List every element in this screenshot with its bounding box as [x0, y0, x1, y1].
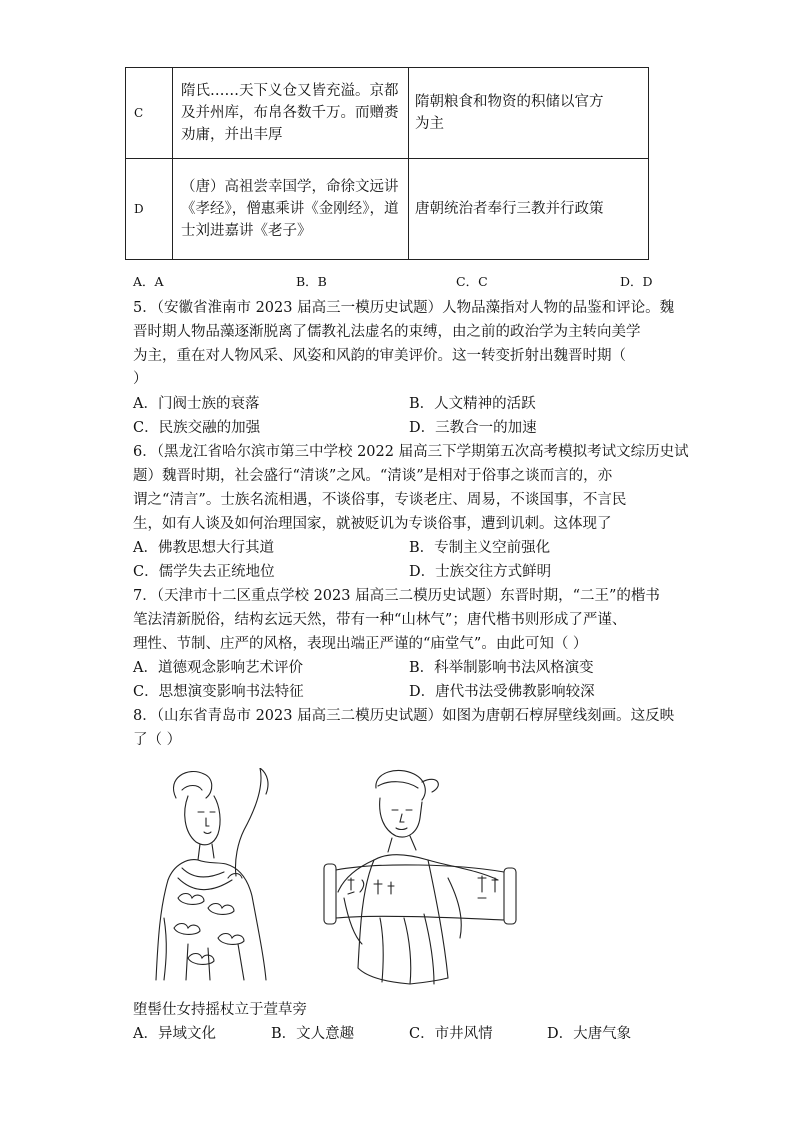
q6-options-row	[133, 536, 653, 558]
option-b[interactable]: B．专制主义空前强化	[409, 540, 551, 556]
material-cell: （唐）高祖尝幸国学，命徐文远讲 《孝经》，僧惠乘讲《金刚经》，道 士刘进嘉讲《老子》	[173, 159, 409, 260]
q5-options-row	[133, 416, 653, 438]
option-a[interactable]: A．门阀士族的衰落	[133, 396, 260, 412]
choice-b[interactable]: B．B	[296, 274, 327, 289]
option-b[interactable]: B．人文精神的活跃	[409, 396, 536, 412]
q5-options-row	[133, 392, 653, 414]
q6-line: 6．（黑龙江省哈尔滨市第三中学校 2022 届高三下学期第五次高考模拟考试文综历史试	[133, 444, 689, 460]
choice-d[interactable]: D．D	[620, 274, 653, 289]
q7-options-row	[133, 680, 653, 702]
q7-line: 7．（天津市十二区重点学校 2023 届高三二模历史试题）东晋时期，“二王”的楷书	[133, 588, 660, 604]
q5-line: 为主，重在对人物风采、风姿和风韵的审美评价。这一转变折射出魏晋时期（	[133, 348, 626, 364]
option-c[interactable]: C．儒学失去正统地位	[133, 564, 275, 580]
q6-line: 题）魏晋时期，社会盛行“清谈”之风。“清谈”是相对于俗事之谈而言的，亦	[133, 468, 613, 484]
option-b[interactable]: B．文人意趣	[271, 1026, 355, 1042]
table-row	[126, 68, 649, 159]
option-c[interactable]: C．民族交融的加强	[133, 420, 261, 436]
option-a[interactable]: A．佛教思想大行其道	[133, 540, 274, 556]
option-d[interactable]: D．唐代书法受佛教影响较深	[409, 684, 595, 700]
court-lady-figure	[156, 768, 268, 980]
q8-options-row	[133, 1022, 653, 1044]
row-label: D	[126, 159, 173, 260]
option-a[interactable]: A．道德观念影响艺术评价	[133, 660, 303, 676]
row-label: C	[126, 68, 173, 159]
q5-line: ）	[133, 371, 148, 387]
option-d[interactable]: D．三教合一的加速	[409, 420, 537, 436]
option-d[interactable]: D．士族交往方式鲜明	[409, 564, 552, 580]
tang-stone-engraving-image	[148, 768, 548, 990]
q7-options-row	[133, 656, 653, 678]
choice-a[interactable]: A．A	[133, 274, 164, 289]
option-a[interactable]: A．异域文化	[133, 1026, 216, 1042]
option-b[interactable]: B．科举制影响书法风格演变	[409, 660, 594, 676]
scholar-figure	[324, 770, 516, 984]
q8-line: 了（ ）	[133, 732, 182, 748]
option-d[interactable]: D．大唐气象	[547, 1026, 632, 1042]
option-c[interactable]: C．思想演变影响书法特征	[133, 684, 304, 700]
q5-line: 晋时期人物品藻逐渐脱离了儒教礼法虚名的束缚，由之前的政治学为主转向美学	[133, 324, 641, 340]
q6-line: 谓之“清言”。士族名流相遇，不谈俗事，专谈老庄、周易，不谈国事，不言民	[133, 492, 627, 508]
conclusion-cell: 隋朝粮食和物资的积储以官方 为主	[409, 68, 649, 159]
q4-choices	[133, 272, 653, 292]
q6-options-row	[133, 560, 653, 582]
conclusion-cell: 唐朝统治者奉行三教并行政策	[409, 159, 649, 260]
choice-c[interactable]: C．C	[456, 274, 488, 289]
options-table	[125, 67, 649, 260]
q8-line: 8．（山东省青岛市 2023 届高三二模历史试题）如图为唐朝石椁屏壁线刻画。这反映	[133, 708, 675, 724]
figure-caption: 堕髻仕女持摇杖立于萱草旁	[133, 1002, 307, 1018]
q5-line: 5．（安徽省淮南市 2023 届高三一模历史试题）人物品藻指对人物的品鉴和评论。魏	[133, 300, 675, 316]
q7-line: 笔法清新脱俗，结构玄远天然，带有一种“山林气”；唐代楷书则形成了严谨、	[133, 612, 627, 628]
material-cell: 隋氏……天下义仓又皆充溢。京都 及并州库，布帛各数千万。而赠赉 劝庸，并出丰厚	[173, 68, 409, 159]
option-c[interactable]: C．市井风情	[409, 1026, 493, 1042]
table-row	[126, 159, 649, 260]
q7-line: 理性、节制、庄严的风格，表现出端正严谨的“庙堂气”。由此可知（ ）	[133, 636, 588, 652]
q6-line: 生，如有人谈及如何治理国家，就被贬讥为专谈俗事，遭到讥刺。这体现了	[133, 516, 612, 532]
